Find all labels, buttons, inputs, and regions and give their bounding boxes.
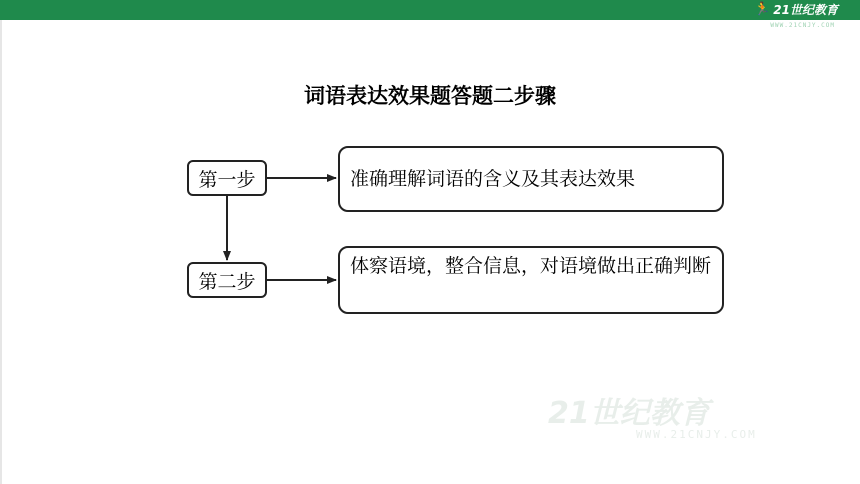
- page-title: 词语表达效果题答题二步骤: [304, 84, 556, 108]
- step-2-label: 第二步: [198, 270, 256, 293]
- step-1-label: 第一步: [198, 168, 256, 191]
- step-1-description: 准确理解词语的含义及其表达效果: [350, 168, 636, 190]
- step-1-box: [187, 160, 267, 196]
- step-2-box: [187, 262, 267, 298]
- step-1-description-box: [338, 146, 724, 212]
- watermark-url: WWW.21CNJY.COM: [636, 428, 757, 441]
- logo-text: 21世纪教育: [773, 3, 838, 17]
- watermark-logo: 21世纪教育: [548, 396, 710, 431]
- runner-icon: 🏃: [754, 2, 771, 17]
- step-2-description: 体察语境，整合信息，对语境做出正确判断: [350, 255, 712, 277]
- step-2-description-box: [338, 246, 724, 314]
- logo-url: WWW.21CNJY.COM: [770, 22, 835, 29]
